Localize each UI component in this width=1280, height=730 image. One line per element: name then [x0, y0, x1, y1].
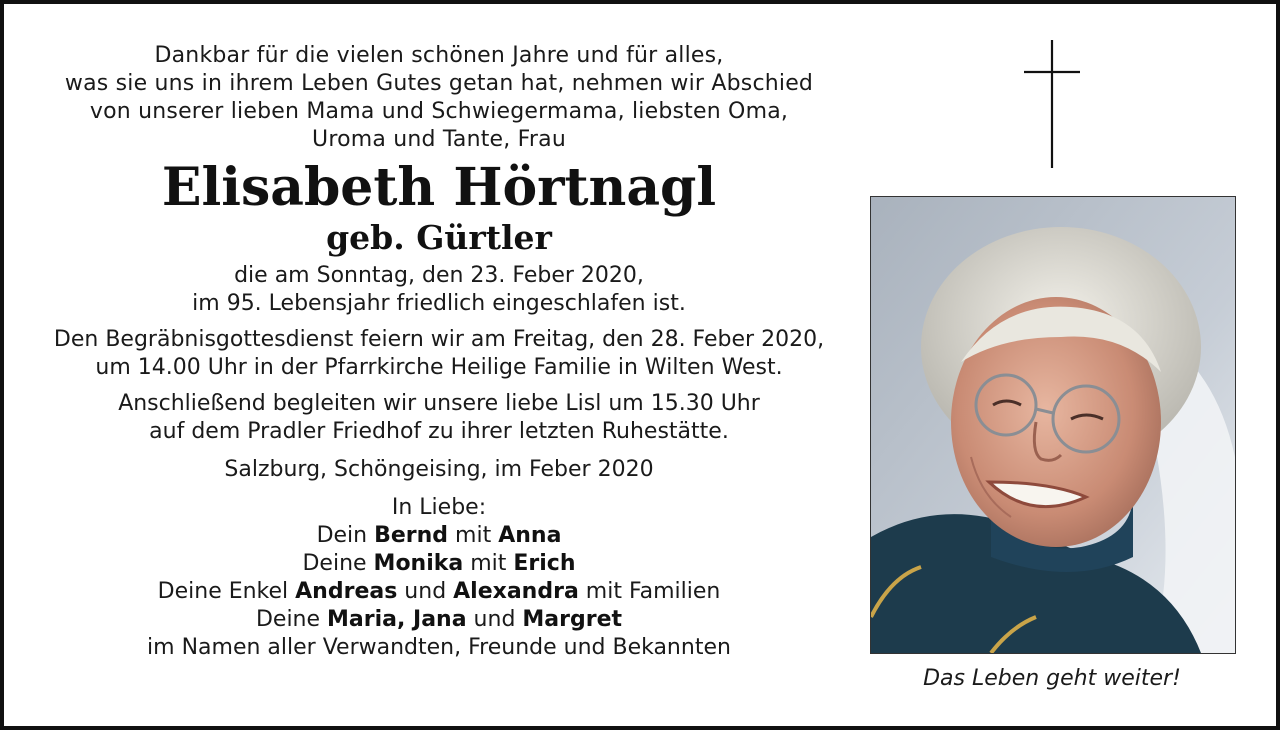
- intro-line: von unserer lieben Mama und Schwiegermama, liebsten Oma,: [89, 99, 789, 124]
- family-line: im Namen aller Verwandten, Freunde und Bekannten: [147, 635, 731, 660]
- obituary-text: [44, 42, 834, 662]
- family-list: [44, 522, 834, 662]
- family-line: Deine Monika mit Erich: [302, 551, 576, 576]
- service-info: [44, 326, 834, 382]
- love-title: In Liebe:: [391, 495, 487, 520]
- photo-caption: Das Leben geht weiter!: [923, 666, 1181, 691]
- portrait-photo: [870, 196, 1236, 654]
- deceased-name: Elisabeth Hörtnagl: [161, 157, 717, 218]
- birth-name: geb. Gürtler: [326, 218, 552, 257]
- burial-line: Anschließend begleiten wir unsere liebe Lisl um 15.30 Uhr: [118, 391, 760, 416]
- death-notice: [44, 262, 834, 318]
- portrait-image: [871, 197, 1235, 653]
- intro-line: was sie uns in ihrem Leben Gutes getan hat, nehmen wir Abschied: [64, 71, 814, 96]
- intro-line: Uroma und Tante, Frau: [312, 127, 566, 152]
- death-line: die am Sonntag, den 23. Feber 2020,: [234, 263, 644, 288]
- cross-icon: [1024, 40, 1080, 168]
- burial-info: [44, 390, 834, 446]
- intro-line: Dankbar für die vielen schönen Jahre und für alles,: [154, 43, 724, 68]
- death-line: im 95. Lebensjahr friedlich eingeschlafen ist.: [192, 291, 686, 316]
- family-line: Deine Maria, Jana und Margret: [255, 607, 623, 632]
- intro-text: [44, 42, 834, 154]
- burial-line: auf dem Pradler Friedhof zu ihrer letzten Ruhestätte.: [149, 419, 729, 444]
- family-line: Dein Bernd mit Anna: [316, 523, 562, 548]
- family-line: Deine Enkel Andreas und Alexandra mit Familien: [157, 579, 721, 604]
- place-date: Salzburg, Schöngeising, im Feber 2020: [224, 457, 654, 482]
- service-line: um 14.00 Uhr in der Pfarrkirche Heilige Familie in Wilten West.: [95, 355, 783, 380]
- service-line: Den Begräbnisgottesdienst feiern wir am Freitag, den 28. Feber 2020,: [53, 327, 825, 352]
